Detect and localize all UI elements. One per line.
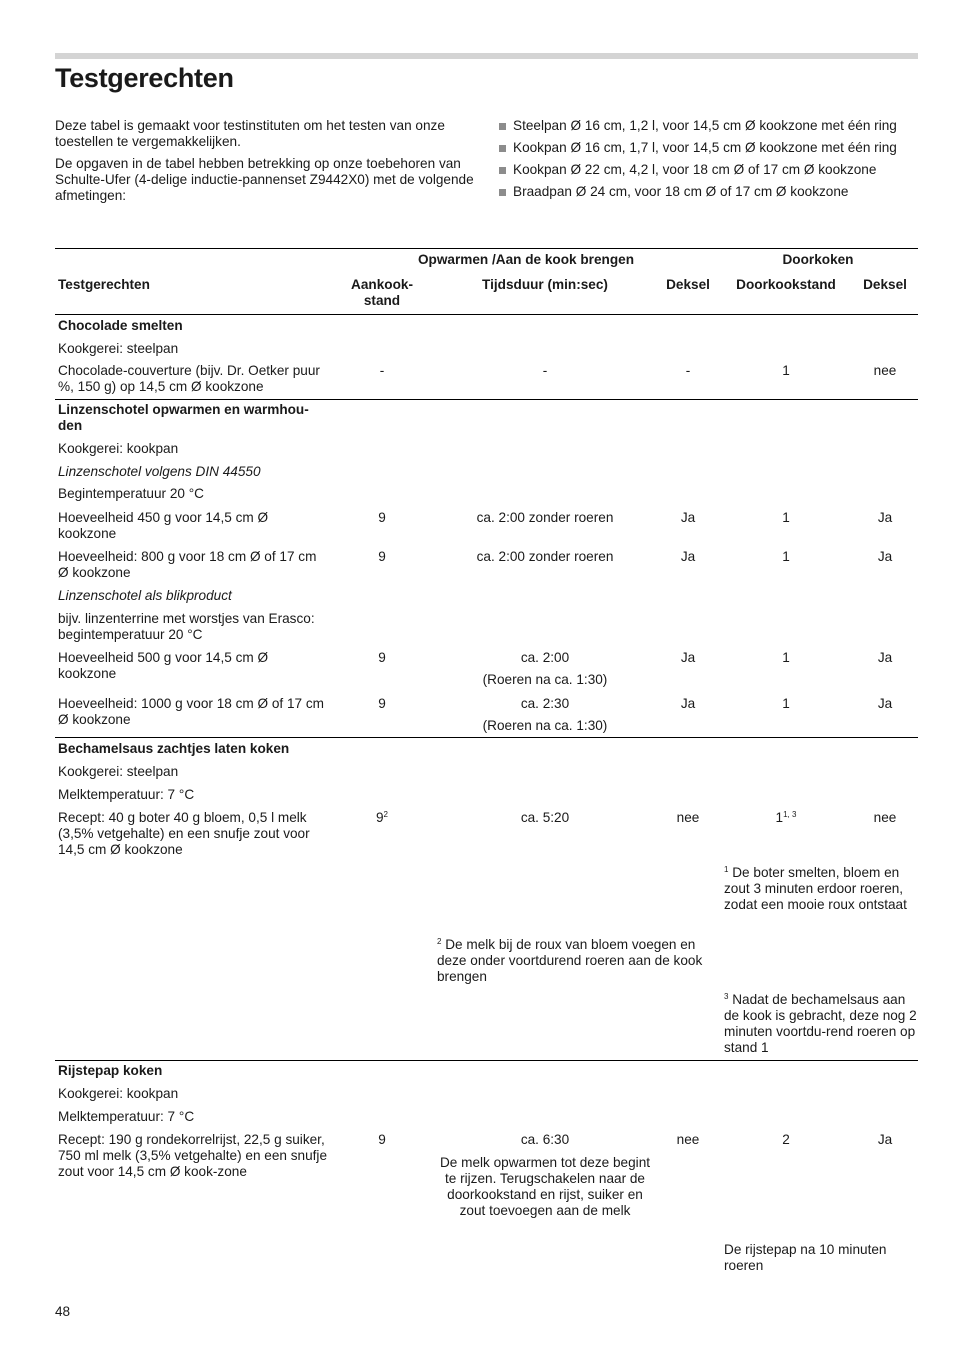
footnote-text: Nadat de bechamelsaus aan de kook is gebracht, deze nog 2 minuten voortdu-rend roeren op stand 1 bbox=[724, 992, 917, 1055]
cell-lid: Ja bbox=[680, 549, 696, 564]
table-top-rule bbox=[55, 248, 918, 249]
bullet-square-icon bbox=[499, 123, 506, 130]
cell-simmer-level: 2 bbox=[782, 1132, 790, 1147]
section-title: Chocolade smelten bbox=[58, 318, 183, 333]
cell-start-level: 9 bbox=[378, 1132, 386, 1147]
cell-simmer-level: 1 bbox=[782, 510, 790, 525]
milk-temperature: Melktemperatuur: 7 °C bbox=[58, 787, 195, 802]
header-lid: Deksel bbox=[863, 277, 907, 292]
page-number: 48 bbox=[55, 1304, 71, 1319]
cell-lid: Ja bbox=[877, 549, 893, 564]
cell-lid: nee bbox=[676, 810, 700, 825]
intro-paragraph: Deze tabel is gemaakt voor testinstituten om het testen van onze toestellen te vergemakkelijken. bbox=[55, 118, 445, 149]
cell-lid: Ja bbox=[680, 510, 696, 525]
start-temperature: Begintemperatuur 20 °C bbox=[58, 486, 204, 501]
cell-duration: ca. 2:00 zonder roeren bbox=[476, 510, 614, 525]
cookware-list bbox=[497, 118, 919, 206]
row-description: Hoeveelheid: 1000 g voor 18 cm Ø of 17 cm Ø kookzone bbox=[58, 696, 324, 727]
top-rule bbox=[55, 53, 918, 59]
cell-lid: nee bbox=[676, 1132, 700, 1147]
simmer-note: De rijstepap na 10 minuten roeren bbox=[724, 1242, 887, 1273]
intro-paragraph: De opgaven in de tabel hebben betrekking op onze toebehoren van Schulte-Ufer (4-delige inductie-pannenset Z9442X0) met de volgende afmetingen: bbox=[55, 156, 474, 203]
subheading: Linzenschotel volgens DIN 44550 bbox=[58, 464, 261, 479]
start-level-value: 9 bbox=[375, 810, 384, 825]
cell-start-level: 9 bbox=[378, 650, 386, 665]
cell-simmer-level: 1 bbox=[782, 650, 790, 665]
cell-duration-note: De melk opwarmen tot deze begint te rijzen. Terugschakelen naar de doorkookstand en rijst, suiker en zout toevoegen aan de melk bbox=[439, 1155, 651, 1218]
cell-duration-note: (Roeren na ca. 1:30) bbox=[482, 672, 608, 687]
cell-duration: ca. 2:00 zonder roeren bbox=[476, 549, 614, 564]
footnote-text: De melk bij de roux van bloem voegen en deze onder voortdurend roeren aan de kook brengen bbox=[437, 937, 703, 984]
milk-temperature: Melktemperatuur: 7 °C bbox=[58, 1109, 195, 1124]
footnote bbox=[437, 937, 719, 985]
cell-lid: Ja bbox=[680, 696, 696, 711]
list-item bbox=[497, 184, 919, 200]
section-title: Rijstepap koken bbox=[58, 1063, 163, 1078]
cell-duration-note: (Roeren na ca. 1:30) bbox=[482, 718, 608, 733]
cell-start-level: 9 bbox=[378, 510, 386, 525]
cell-lid: Ja bbox=[877, 1132, 893, 1147]
footnote-ref: 1, 3 bbox=[783, 810, 797, 819]
cookware-label: Kookgerei: steelpan bbox=[58, 764, 179, 779]
header-duration: Tijdsduur (min:sec) bbox=[482, 277, 608, 292]
cell-duration: ca. 6:30 bbox=[520, 1132, 570, 1147]
cell-lid: Ja bbox=[877, 696, 893, 711]
cell-lid: nee bbox=[873, 363, 897, 378]
footnote-number: 1 bbox=[724, 865, 729, 874]
footnote-number: 3 bbox=[724, 992, 729, 1001]
cell-simmer-level: 1 bbox=[782, 549, 790, 564]
list-item-text: Kookpan Ø 16 cm, 1,7 l, voor 14,5 cm Ø kookzone met één ring bbox=[513, 140, 897, 155]
cell-simmer-level: 1 bbox=[782, 363, 790, 378]
header-simmer-level: Doorkookstand bbox=[736, 277, 836, 292]
list-item bbox=[497, 162, 919, 178]
list-item bbox=[497, 140, 919, 156]
simmer-level-value: 1 bbox=[775, 810, 784, 825]
cell-simmer-level: 1 bbox=[782, 696, 790, 711]
cookware-label: Kookgerei: kookpan bbox=[58, 441, 179, 456]
header-group-heating: Opwarmen /Aan de kook brengen bbox=[417, 252, 635, 267]
row-description: Hoeveelheid 500 g voor 14,5 cm Ø kookzone bbox=[58, 650, 269, 681]
recipe-description: Recept: 190 g rondekorrelrijst, 22,5 g suiker, 750 ml melk (3,5% vetgehalte) en een snufje zout voor 14,5 cm Ø kook-zone bbox=[58, 1132, 328, 1179]
bullet-square-icon bbox=[499, 189, 506, 196]
cell-lid: Ja bbox=[877, 510, 893, 525]
cookware-label: Kookgerei: steelpan bbox=[58, 341, 179, 356]
cell-lid: - bbox=[685, 363, 691, 378]
cell-duration: ca. 2:30 bbox=[520, 696, 570, 711]
cell-start-level: 9 bbox=[378, 549, 386, 564]
footnote bbox=[724, 865, 914, 913]
list-item-text: Steelpan Ø 16 cm, 1,2 l, voor 14,5 cm Ø kookzone met één ring bbox=[513, 118, 897, 133]
recipe-description: Recept: 40 g boter 40 g bloem, 0,5 l melk (3,5% vetgehalte) en een snufje zout voor 14,5 cm Ø kookzone bbox=[58, 810, 310, 857]
subheading: Linzenschotel als blikproduct bbox=[58, 588, 232, 603]
cell-lid: Ja bbox=[877, 650, 893, 665]
section-title: Bechamelsaus zachtjes laten koken bbox=[58, 741, 290, 756]
footnote-ref: 2 bbox=[383, 810, 388, 819]
header-bottom-rule bbox=[55, 314, 918, 315]
example-note: bijv. linzenterrine met worstjes van Erasco: begintemperatuur 20 °C bbox=[58, 611, 315, 642]
cookware-label: Kookgerei: kookpan bbox=[58, 1086, 179, 1101]
list-item-text: Braadpan Ø 24 cm, voor 18 cm Ø of 17 cm Ø kookzone bbox=[513, 184, 849, 199]
section-rule bbox=[55, 737, 918, 738]
footnote bbox=[724, 992, 918, 1056]
cell-start-level: - bbox=[379, 363, 385, 378]
header-start-level: Aankook- stand bbox=[351, 277, 413, 308]
cell-start-level: 9 bbox=[378, 696, 386, 711]
header-dishes: Testgerechten bbox=[58, 277, 150, 292]
row-description: Hoeveelheid 450 g voor 14,5 cm Ø kookzone bbox=[58, 510, 269, 541]
list-item-text: Kookpan Ø 22 cm, 4,2 l, voor 18 cm Ø of 17 cm Ø kookzone bbox=[513, 162, 877, 177]
bullet-square-icon bbox=[499, 145, 506, 152]
bullet-square-icon bbox=[499, 167, 506, 174]
section-rule bbox=[55, 399, 918, 400]
section-rule bbox=[55, 1060, 918, 1061]
cell-duration: ca. 5:20 bbox=[520, 810, 570, 825]
section-title: Linzenschotel opwarmen en warmhou- den bbox=[58, 402, 309, 433]
intro-text bbox=[55, 118, 475, 210]
cell-simmer-level bbox=[722, 810, 850, 826]
page-title: Testgerechten bbox=[55, 63, 234, 93]
row-description: Hoeveelheid: 800 g voor 18 cm Ø of 17 cm Ø kookzone bbox=[58, 549, 317, 580]
cell-lid: nee bbox=[873, 810, 897, 825]
header-group-simmer: Doorkoken bbox=[782, 252, 854, 267]
row-description: Chocolade-couverture (bijv. Dr. Oetker puur %, 150 g) op 14,5 cm Ø kookzone bbox=[58, 363, 320, 394]
cell-start-level bbox=[337, 810, 427, 826]
footnote-text: De boter smelten, bloem en zout 3 minuten erdoor roeren, zodat een mooie roux ontstaat bbox=[724, 865, 907, 912]
cell-duration: ca. 2:00 bbox=[520, 650, 570, 665]
cell-lid: Ja bbox=[680, 650, 696, 665]
cell-duration: - bbox=[542, 363, 548, 378]
header-lid: Deksel bbox=[666, 277, 710, 292]
list-item bbox=[497, 118, 919, 134]
footnote-number: 2 bbox=[437, 937, 442, 946]
